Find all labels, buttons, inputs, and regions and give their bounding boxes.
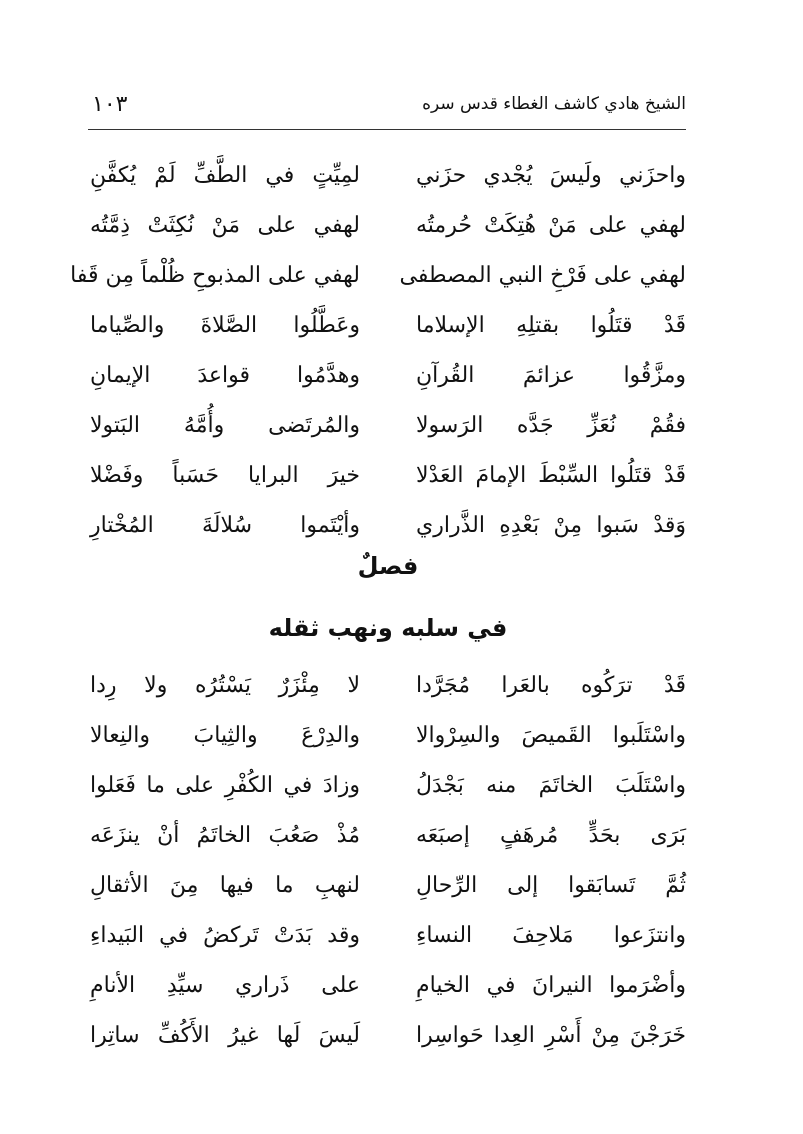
verse-row — [90, 308, 686, 358]
verse-first-hemistich: ثُمَّ تَسابَقوا إلى الرِّحالِ — [416, 873, 686, 898]
verse-first-hemistich: قَدْ قتَلُوا السِّبْطَ الإمامَ العَدْلا — [416, 463, 686, 488]
verse-second-hemistich: وزادَ في الكُفْرِ على ما فَعَلوا — [90, 773, 360, 798]
verse-second-hemistich: لهفي على المذبوحِ ظُلْماً مِن قَفا — [70, 263, 360, 288]
verse-row — [90, 718, 686, 768]
page-header — [90, 88, 686, 128]
poem-block-one — [70, 158, 686, 558]
verse-first-hemistich: خَرَجْنَ مِنْ أَسْرِ العِدا حَواسِرا — [416, 1023, 686, 1048]
verse-first-hemistich: واسْتَلَبَ الخاتَمَ منه بَجْدَلُ — [416, 773, 686, 798]
poem-block-two — [90, 668, 686, 1068]
section-heading: فصلٌ — [357, 552, 419, 580]
verse-first-hemistich: وَقدْ سَبوا مِنْ بَعْدِهِ الذَّراري — [416, 513, 686, 538]
verse-second-hemistich: لا مِئْزَرٌ يَسْتُرُه ولا رِدا — [90, 673, 360, 698]
page-number: ١٠٣ — [92, 92, 128, 117]
verse-second-hemistich: لنهبِ ما فيها مِنَ الأثقالِ — [90, 873, 360, 898]
verse-second-hemistich: لهفي على مَنْ نُكِثَتْ ذِمَّتُه — [90, 213, 360, 238]
verse-row — [90, 208, 686, 258]
verse-second-hemistich: وهدَّمُوا قواعدَ الإيمانِ — [90, 363, 360, 388]
verse-first-hemistich: بَرَى بحَدٍّ مُرهَفٍ إصبَعَه — [416, 823, 686, 848]
verse-first-hemistich: قَدْ قتَلُوا بقتلِهِ الإسلاما — [416, 313, 686, 338]
verse-second-hemistich: والمُرتَضى وأُمَّهُ البَتولا — [90, 413, 360, 438]
verse-first-hemistich: لهفي على فَرْخِ النبي المصطفى — [399, 263, 686, 288]
verse-second-hemistich: وأيْتَموا سُلالَةَ المُخْتارِ — [90, 513, 360, 538]
verse-first-hemistich: واحزَني ولَيسَ يُجْدي حزَني — [416, 163, 686, 188]
header-divider — [88, 129, 686, 130]
verse-row — [90, 158, 686, 208]
verse-first-hemistich: فقُمْ نُعَزِّ جَدَّه الرَسولا — [416, 413, 686, 438]
verse-row — [90, 1018, 686, 1068]
verse-first-hemistich: ومزَّقُوا عزائمَ القُرآنِ — [416, 363, 686, 388]
verse-row — [90, 508, 686, 558]
verse-second-hemistich: وعَطَّلُوا الصَّلاةَ والصِّياما — [90, 313, 360, 338]
verse-first-hemistich: وانتزَعوا مَلاحِفَ النساءِ — [416, 923, 686, 948]
verse-row — [90, 408, 686, 458]
verse-row — [90, 968, 686, 1018]
verse-second-hemistich: خيرَ البرايا حَسَباً وفَضْلا — [90, 463, 360, 488]
verse-second-hemistich: مُذْ صَعُبَ الخاتَمُ أنْ ينزَعَه — [90, 823, 360, 848]
section-subheading: في سلبه ونهب ثقله — [268, 614, 508, 642]
running-title: الشيخ هادي كاشف الغطاء قدس سره — [422, 94, 686, 114]
verse-first-hemistich: واسْتَلَبوا القَميصَ والسِرْوالا — [416, 723, 686, 748]
verse-row — [90, 868, 686, 918]
verse-first-hemistich: قَدْ ترَكُوه بالعَرا مُجَرَّدا — [416, 673, 686, 698]
verse-second-hemistich: والدِرْعَ والثِيابَ والنِعالا — [90, 723, 360, 748]
verse-first-hemistich: لهفي على مَنْ هُتِكَتْ حُرمتُه — [416, 213, 686, 238]
verse-row — [70, 258, 686, 308]
verse-row — [90, 668, 686, 718]
verse-row — [90, 818, 686, 868]
verse-second-hemistich: وقد بَدَتْ تَركضُ في البَيداءِ — [90, 923, 360, 948]
verse-row — [90, 358, 686, 408]
verse-second-hemistich: لَيسَ لَها غيرُ الأَكُفِّ ساتِرا — [90, 1023, 360, 1048]
verse-row — [90, 768, 686, 818]
verse-row — [90, 458, 686, 508]
verse-second-hemistich: على ذَراري سيِّدِ الأنامِ — [90, 973, 360, 998]
verse-first-hemistich: وأضْرَموا النيرانَ في الخيامِ — [416, 973, 686, 998]
verse-row — [90, 918, 686, 968]
verse-second-hemistich: لمِيِّتٍ في الطَّفِّ لَمْ يُكفَّنِ — [90, 163, 360, 188]
